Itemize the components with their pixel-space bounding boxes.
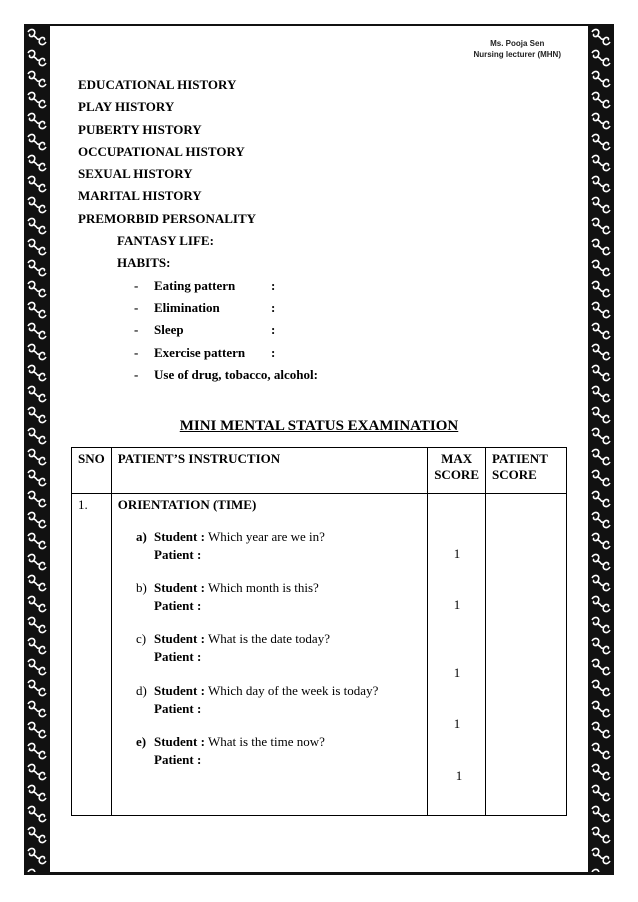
header-patient-line1: PATIENT xyxy=(492,451,548,466)
max-score-d: 1 xyxy=(453,716,461,731)
max-score-b: 1 xyxy=(453,597,461,612)
header-max-score xyxy=(428,448,486,494)
header-patient-score xyxy=(486,448,567,494)
habit-label: Elimination xyxy=(154,300,220,315)
habit-colon: : xyxy=(271,322,276,337)
row-sno: 1. xyxy=(72,494,112,816)
list-dash: - xyxy=(134,345,139,360)
question-label: e) xyxy=(136,734,147,749)
section-play-history: PLAY HISTORY xyxy=(78,99,175,115)
author-block xyxy=(473,38,561,60)
student-label: Student : xyxy=(154,631,205,646)
question-content: What is the time now? xyxy=(207,734,325,749)
patient-label: Patient : xyxy=(154,701,202,716)
section-marital-history: MARITAL HISTORY xyxy=(78,188,202,204)
patient-score-cell[interactable] xyxy=(486,494,567,816)
question-label: a) xyxy=(136,529,147,544)
question-text xyxy=(154,528,325,564)
question-content: Which day of the week is today? xyxy=(207,683,379,698)
student-label: Student : xyxy=(154,580,205,595)
mmse-title: MINI MENTAL STATUS EXAMINATION xyxy=(179,418,459,434)
habit-label: Eating pattern xyxy=(154,278,236,293)
subsection-habits: HABITS: xyxy=(117,255,171,271)
list-dash: - xyxy=(134,367,139,382)
border-bottom xyxy=(24,872,614,875)
habit-label: Sleep xyxy=(154,322,184,337)
question-text xyxy=(154,579,319,615)
student-label: Student : xyxy=(154,734,205,749)
patient-label: Patient : xyxy=(154,547,202,562)
decorative-border-right xyxy=(588,24,614,874)
history-sections xyxy=(78,74,256,275)
max-score-c: 1 xyxy=(453,665,461,680)
row-heading: ORIENTATION (TIME) xyxy=(111,494,427,816)
section-sexual-history: SEXUAL HISTORY xyxy=(78,166,193,182)
max-score-e: 1 xyxy=(455,768,463,783)
student-label: Student : xyxy=(154,683,205,698)
decorative-border-left xyxy=(24,24,50,874)
habit-colon: : xyxy=(271,278,276,293)
patient-label: Patient : xyxy=(154,649,202,664)
question-content: Which year are we in? xyxy=(207,529,325,544)
student-label: Student : xyxy=(154,529,205,544)
habit-colon: : xyxy=(271,345,276,360)
habit-colon: : xyxy=(271,300,276,315)
question-content: What is the date today? xyxy=(207,631,330,646)
section-educational-history: EDUCATIONAL HISTORY xyxy=(78,77,237,92)
patient-label: Patient : xyxy=(154,598,202,613)
header-max-line2: SCORE xyxy=(434,467,479,482)
question-label: b) xyxy=(136,580,147,595)
section-puberty-history: PUBERTY HISTORY xyxy=(78,121,202,137)
border-top xyxy=(24,24,614,26)
question-label: d) xyxy=(136,683,147,698)
habit-label: Exercise pattern xyxy=(154,345,246,360)
question-content: Which month is this? xyxy=(207,580,319,595)
list-dash: - xyxy=(134,278,139,293)
question-text xyxy=(154,630,330,666)
header-sno: SNO xyxy=(72,448,112,494)
list-dash: - xyxy=(134,322,139,337)
author-name: Ms. Pooja Sen xyxy=(490,39,545,48)
patient-label: Patient : xyxy=(154,752,202,767)
header-instruction: PATIENT’S INSTRUCTION xyxy=(111,448,427,494)
list-dash: - xyxy=(134,300,139,315)
question-text xyxy=(154,682,378,718)
max-score-a: 1 xyxy=(453,546,461,561)
question-label: c) xyxy=(136,631,147,646)
header-max-line1: MAX xyxy=(441,451,473,466)
header-patient-line2: SCORE xyxy=(492,467,537,482)
section-occupational-history: OCCUPATIONAL HISTORY xyxy=(78,143,245,159)
question-text xyxy=(154,733,325,769)
table-header-row xyxy=(72,448,567,494)
author-role: Nursing lecturer (MHN) xyxy=(473,50,561,59)
section-premorbid-personality: PREMORBID PERSONALITY xyxy=(78,210,257,226)
habit-label: Use of drug, tobacco, alcohol: xyxy=(154,367,318,382)
subsection-fantasy-life: FANTASY LIFE: xyxy=(117,233,214,249)
